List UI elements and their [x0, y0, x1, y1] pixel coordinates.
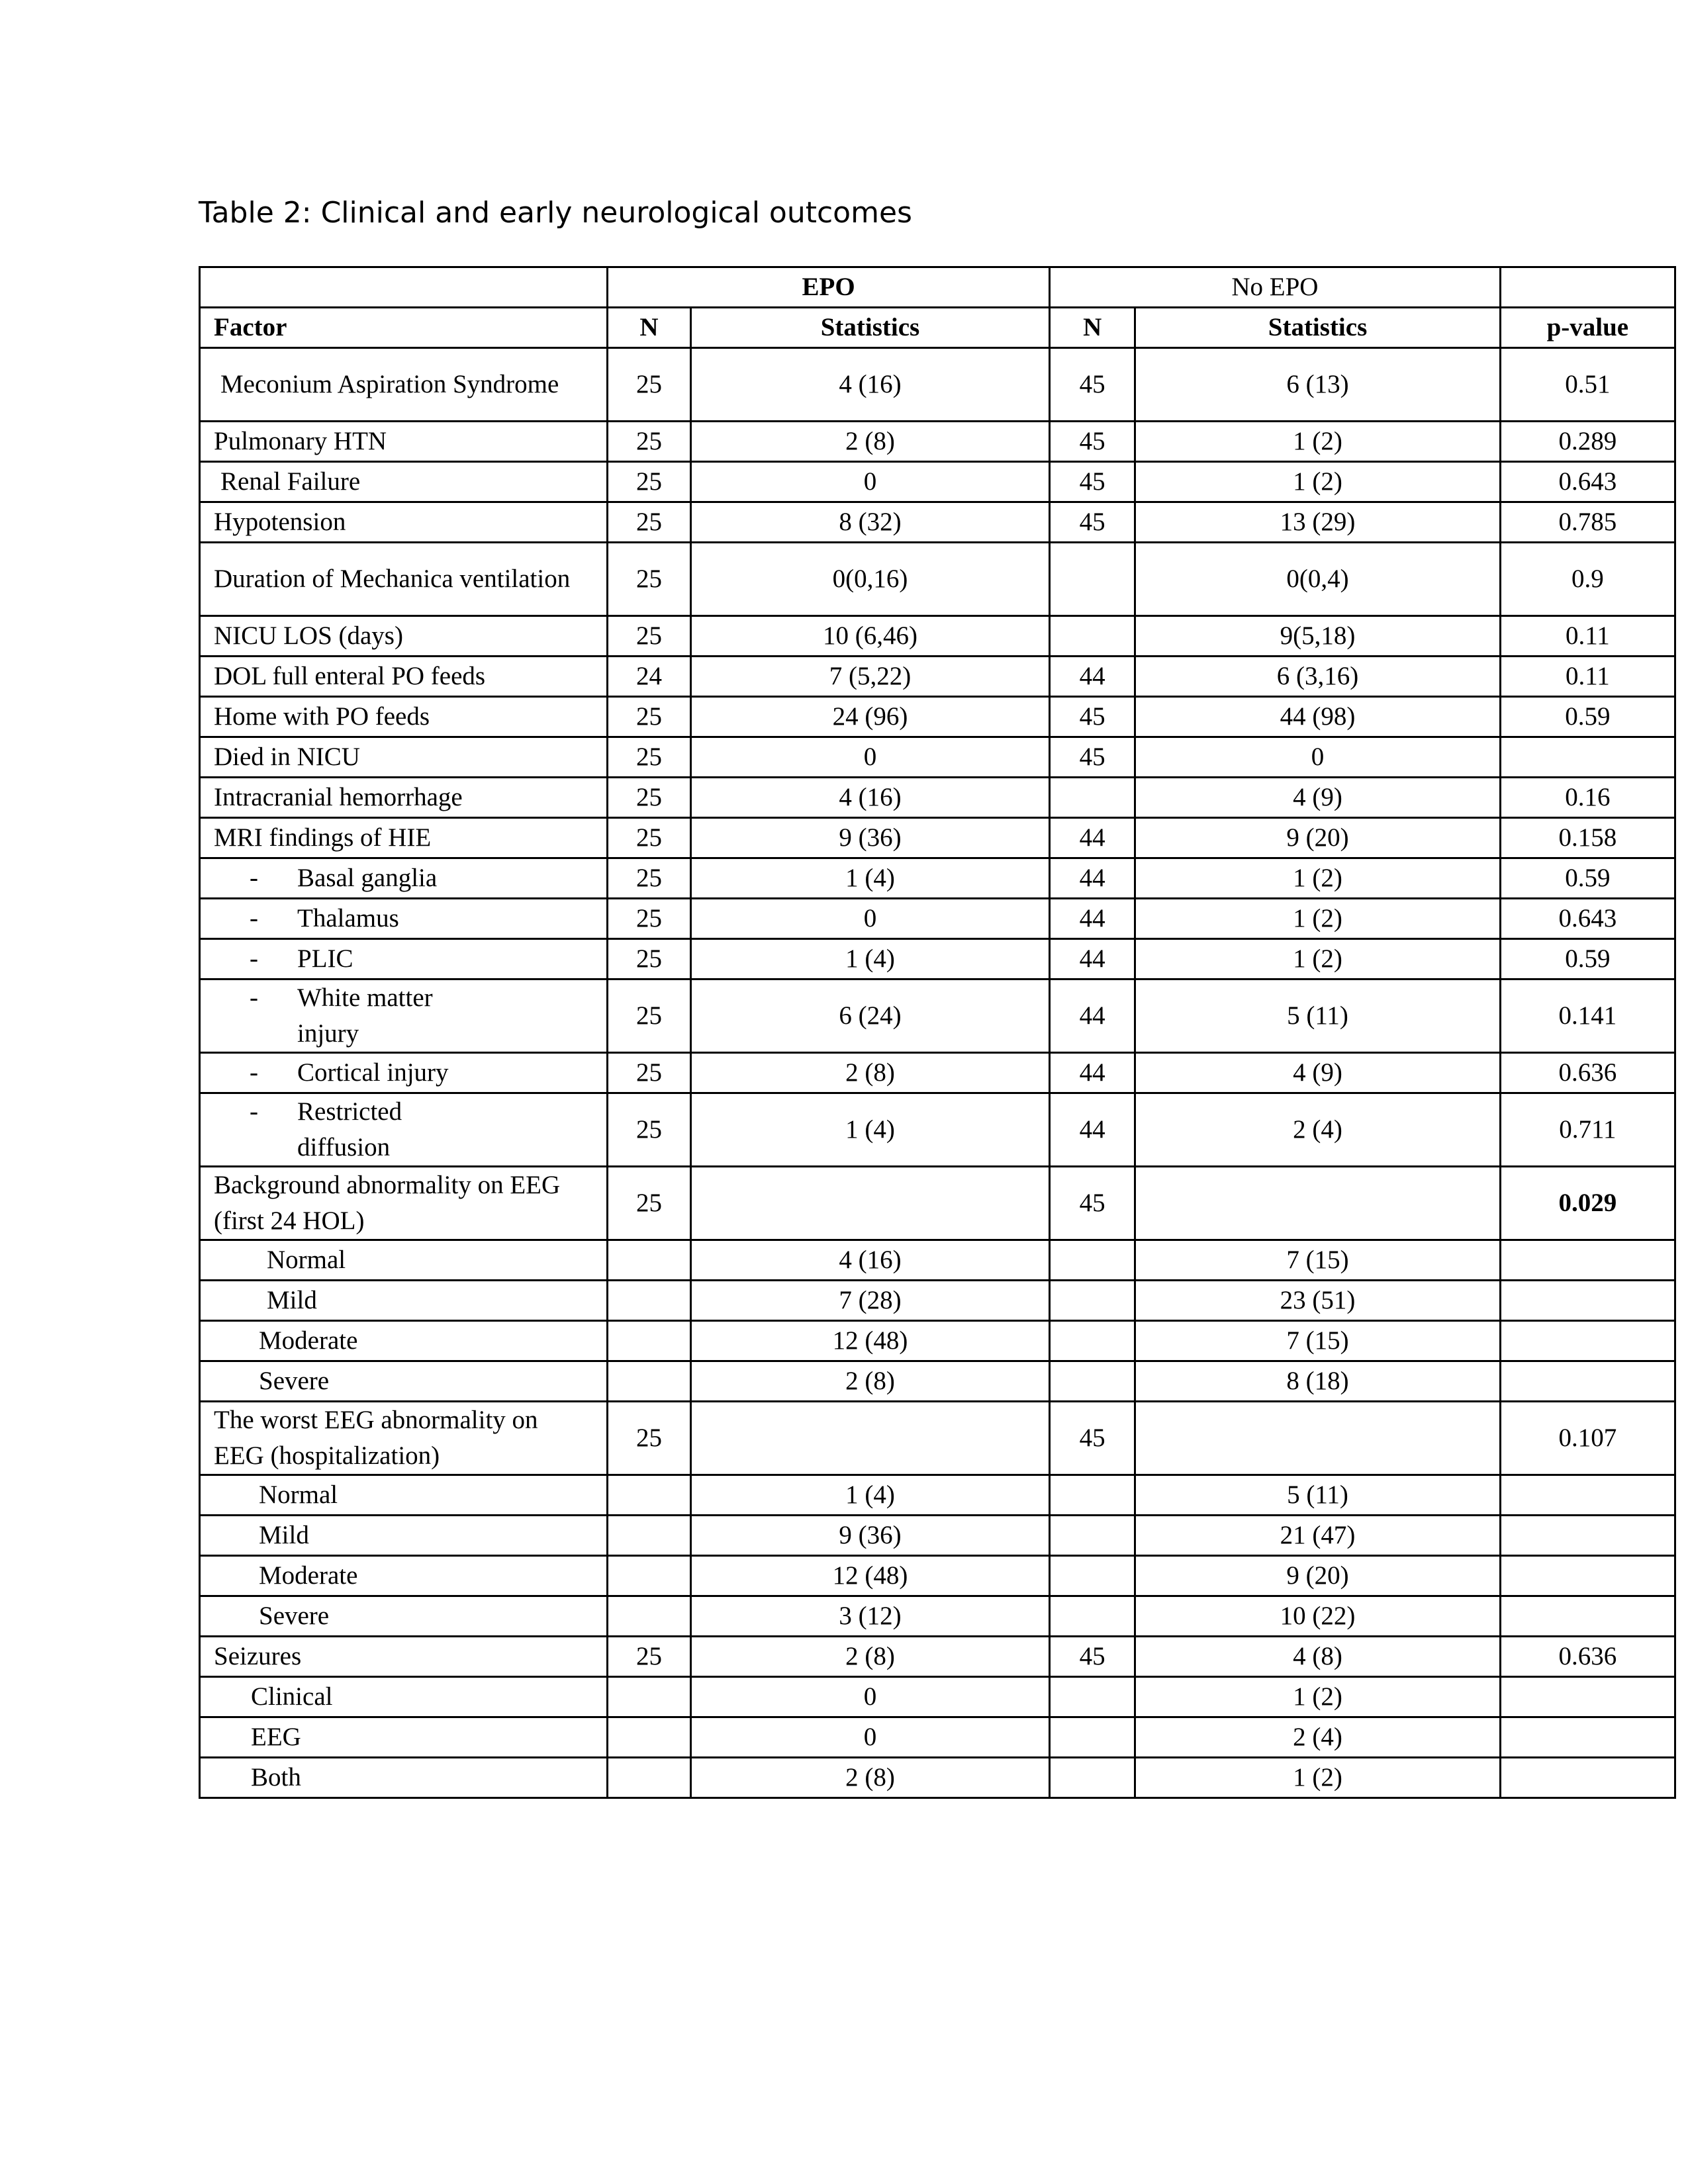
statistics-no-epo-cell: 9 (20) — [1135, 818, 1500, 858]
p-value-cell: 0.59 — [1500, 697, 1675, 737]
n-no-epo-cell: 45 — [1050, 697, 1135, 737]
factor-cell: Severe — [200, 1596, 608, 1637]
statistics-no-epo-cell: 7 (15) — [1135, 1240, 1500, 1281]
table-row — [200, 697, 1675, 737]
n-no-epo-cell: 45 — [1050, 502, 1135, 543]
n-no-epo-cell: 44 — [1050, 979, 1135, 1053]
p-value-cell: 0.711 — [1500, 1093, 1675, 1167]
statistics-epo-cell: 4 (16) — [690, 778, 1049, 818]
factor-cell: Normal — [200, 1240, 608, 1281]
n-no-epo-cell: 45 — [1050, 1167, 1135, 1240]
table-row — [200, 1167, 1675, 1240]
statistics-no-epo-cell: 0 — [1135, 737, 1500, 778]
factor-cell: NICU LOS (days) — [200, 616, 608, 657]
table-row — [200, 1758, 1675, 1798]
table-row — [200, 1596, 1675, 1637]
n-no-epo-cell — [1050, 778, 1135, 818]
blank-cell — [200, 267, 608, 308]
table-row — [200, 1281, 1675, 1321]
p-value-cell — [1500, 1361, 1675, 1402]
statistics-no-epo-cell: 6 (13) — [1135, 348, 1500, 422]
statistics-epo-cell: 9 (36) — [690, 818, 1049, 858]
n-epo-cell — [608, 1475, 691, 1516]
p-value-cell — [1500, 1758, 1675, 1798]
statistics-epo-cell: 2 (8) — [690, 422, 1049, 462]
bullet-dash: - — [250, 944, 258, 973]
statistics-no-epo-cell: 9(5,18) — [1135, 616, 1500, 657]
statistics-epo-cell: 9 (36) — [690, 1516, 1049, 1556]
table-row — [200, 502, 1675, 543]
bullet-dash: - — [250, 983, 258, 1012]
group-no-epo: No EPO — [1050, 267, 1501, 308]
statistics-epo-cell: 0 — [690, 462, 1049, 502]
factor-cell: Moderate — [200, 1556, 608, 1596]
n-epo-cell: 25 — [608, 422, 691, 462]
statistics-no-epo-cell: 8 (18) — [1135, 1361, 1500, 1402]
p-value-cell: 0.59 — [1500, 939, 1675, 979]
p-value-cell: 0.636 — [1500, 1053, 1675, 1093]
factor-cell — [200, 1053, 608, 1093]
factor-cell — [200, 899, 608, 939]
table-row — [200, 858, 1675, 899]
factor-cell: Background abnormality on EEG (first 24 HOL) — [200, 1167, 608, 1240]
table-row — [200, 737, 1675, 778]
statistics-epo-cell: 0 — [690, 899, 1049, 939]
header-n-no-epo: N — [1050, 308, 1135, 348]
factor-cell — [200, 858, 608, 899]
statistics-epo-cell: 0 — [690, 1717, 1049, 1758]
n-no-epo-cell: 44 — [1050, 1093, 1135, 1167]
table-row — [200, 899, 1675, 939]
statistics-no-epo-cell: 1 (2) — [1135, 1677, 1500, 1717]
factor-cell — [200, 939, 608, 979]
statistics-no-epo-cell: 9 (20) — [1135, 1556, 1500, 1596]
statistics-no-epo-cell: 1 (2) — [1135, 899, 1500, 939]
n-no-epo-cell — [1050, 1596, 1135, 1637]
p-value-cell: 0.636 — [1500, 1637, 1675, 1677]
n-epo-cell — [608, 1758, 691, 1798]
factor-label: Cortical injury — [297, 1058, 449, 1087]
statistics-no-epo-cell: 5 (11) — [1135, 1475, 1500, 1516]
p-value-cell — [1500, 1240, 1675, 1281]
table-row — [200, 616, 1675, 657]
group-header-row — [200, 267, 1675, 308]
factor-label: PLIC — [297, 944, 353, 973]
factor-cell: Home with PO feeds — [200, 697, 608, 737]
n-no-epo-cell: 45 — [1050, 737, 1135, 778]
factor-cell: MRI findings of HIE — [200, 818, 608, 858]
factor-cell: Duration of Mechanica ventilation — [200, 543, 608, 616]
n-no-epo-cell — [1050, 1240, 1135, 1281]
n-no-epo-cell: 44 — [1050, 1053, 1135, 1093]
statistics-no-epo-cell: 10 (22) — [1135, 1596, 1500, 1637]
n-epo-cell: 25 — [608, 778, 691, 818]
statistics-no-epo-cell: 1 (2) — [1135, 422, 1500, 462]
factor-cell: EEG — [200, 1717, 608, 1758]
factor-cell: Severe — [200, 1361, 608, 1402]
statistics-no-epo-cell: 1 (2) — [1135, 939, 1500, 979]
n-epo-cell: 25 — [608, 1167, 691, 1240]
statistics-epo-cell: 0 — [690, 737, 1049, 778]
factor-cell: Both — [200, 1758, 608, 1798]
n-epo-cell: 25 — [608, 858, 691, 899]
n-no-epo-cell: 45 — [1050, 348, 1135, 422]
table-row — [200, 1677, 1675, 1717]
table-row — [200, 1516, 1675, 1556]
header-statistics-epo: Statistics — [690, 308, 1049, 348]
factor-cell: DOL full enteral PO feeds — [200, 657, 608, 697]
statistics-no-epo-cell: 6 (3,16) — [1135, 657, 1500, 697]
n-no-epo-cell: 44 — [1050, 939, 1135, 979]
p-value-cell — [1500, 1321, 1675, 1361]
n-epo-cell: 25 — [608, 737, 691, 778]
statistics-no-epo-cell: 1 (2) — [1135, 462, 1500, 502]
p-value-cell — [1500, 1475, 1675, 1516]
n-epo-cell: 25 — [608, 899, 691, 939]
statistics-epo-cell: 8 (32) — [690, 502, 1049, 543]
n-epo-cell: 24 — [608, 657, 691, 697]
statistics-epo-cell — [690, 1167, 1049, 1240]
header-statistics-no-epo: Statistics — [1135, 308, 1500, 348]
n-epo-cell: 25 — [608, 979, 691, 1053]
p-value-cell: 0.289 — [1500, 422, 1675, 462]
p-value-cell — [1500, 1516, 1675, 1556]
factor-cell: Mild — [200, 1516, 608, 1556]
statistics-no-epo-cell: 7 (15) — [1135, 1321, 1500, 1361]
p-value-cell: 0.107 — [1500, 1402, 1675, 1475]
p-value-cell — [1500, 1717, 1675, 1758]
statistics-no-epo-cell: 4 (9) — [1135, 1053, 1500, 1093]
n-no-epo-cell — [1050, 1281, 1135, 1321]
table-row — [200, 1321, 1675, 1361]
table-row — [200, 1240, 1675, 1281]
factor-cell — [200, 1093, 608, 1167]
p-value-cell — [1500, 1677, 1675, 1717]
p-value-cell: 0.785 — [1500, 502, 1675, 543]
factor-label: Restricted diffusion — [297, 1097, 402, 1161]
table-row — [200, 979, 1675, 1053]
n-no-epo-cell: 45 — [1050, 462, 1135, 502]
statistics-no-epo-cell: 1 (2) — [1135, 858, 1500, 899]
p-value-cell — [1500, 1556, 1675, 1596]
table-row — [200, 543, 1675, 616]
p-value-cell: 0.141 — [1500, 979, 1675, 1053]
statistics-epo-cell: 4 (16) — [690, 1240, 1049, 1281]
n-epo-cell — [608, 1516, 691, 1556]
n-no-epo-cell — [1050, 1717, 1135, 1758]
n-epo-cell: 25 — [608, 818, 691, 858]
n-no-epo-cell — [1050, 1758, 1135, 1798]
table-row — [200, 1093, 1675, 1167]
statistics-no-epo-cell: 2 (4) — [1135, 1717, 1500, 1758]
statistics-epo-cell: 1 (4) — [690, 1093, 1049, 1167]
table-row — [200, 818, 1675, 858]
bullet-dash: - — [250, 1097, 258, 1126]
table-caption: Table 2: Clinical and early neurological outcomes — [199, 196, 912, 230]
p-value-cell: 0.029 — [1500, 1167, 1675, 1240]
n-no-epo-cell: 45 — [1050, 422, 1135, 462]
statistics-epo-cell: 3 (12) — [690, 1596, 1049, 1637]
p-value-cell: 0.16 — [1500, 778, 1675, 818]
header-p-value: p-value — [1500, 308, 1675, 348]
statistics-epo-cell: 1 (4) — [690, 858, 1049, 899]
table-row — [200, 348, 1675, 422]
p-value-cell: 0.11 — [1500, 616, 1675, 657]
statistics-epo-cell: 2 (8) — [690, 1361, 1049, 1402]
statistics-epo-cell: 7 (28) — [690, 1281, 1049, 1321]
n-epo-cell — [608, 1717, 691, 1758]
statistics-epo-cell — [690, 1402, 1049, 1475]
p-value-cell: 0.59 — [1500, 858, 1675, 899]
table-row — [200, 1053, 1675, 1093]
n-epo-cell — [608, 1240, 691, 1281]
n-epo-cell: 25 — [608, 939, 691, 979]
table-row — [200, 1556, 1675, 1596]
statistics-epo-cell: 0(0,16) — [690, 543, 1049, 616]
table-row — [200, 1717, 1675, 1758]
n-no-epo-cell: 44 — [1050, 858, 1135, 899]
statistics-epo-cell: 4 (16) — [690, 348, 1049, 422]
statistics-epo-cell: 1 (4) — [690, 939, 1049, 979]
outcomes-table — [199, 266, 1676, 1799]
table-row — [200, 422, 1675, 462]
factor-cell: Intracranial hemorrhage — [200, 778, 608, 818]
statistics-no-epo-cell — [1135, 1402, 1500, 1475]
column-header-row — [200, 308, 1675, 348]
statistics-epo-cell: 1 (4) — [690, 1475, 1049, 1516]
statistics-epo-cell: 10 (6,46) — [690, 616, 1049, 657]
n-epo-cell: 25 — [608, 543, 691, 616]
statistics-epo-cell: 6 (24) — [690, 979, 1049, 1053]
n-no-epo-cell: 44 — [1050, 657, 1135, 697]
p-value-cell: 0.9 — [1500, 543, 1675, 616]
p-value-cell — [1500, 737, 1675, 778]
bullet-dash: - — [250, 864, 258, 892]
n-epo-cell — [608, 1556, 691, 1596]
n-epo-cell: 25 — [608, 616, 691, 657]
n-no-epo-cell — [1050, 1475, 1135, 1516]
n-epo-cell: 25 — [608, 1637, 691, 1677]
factor-cell — [200, 979, 608, 1053]
factor-cell: Hypotension — [200, 502, 608, 543]
n-epo-cell — [608, 1281, 691, 1321]
statistics-no-epo-cell: 13 (29) — [1135, 502, 1500, 543]
p-value-cell: 0.51 — [1500, 348, 1675, 422]
statistics-epo-cell: 12 (48) — [690, 1321, 1049, 1361]
statistics-no-epo-cell: 21 (47) — [1135, 1516, 1500, 1556]
n-epo-cell: 25 — [608, 697, 691, 737]
p-value-cell: 0.158 — [1500, 818, 1675, 858]
factor-label: Thalamus — [297, 904, 399, 933]
n-epo-cell — [608, 1596, 691, 1637]
table-row — [200, 1637, 1675, 1677]
n-no-epo-cell: 44 — [1050, 818, 1135, 858]
n-no-epo-cell: 45 — [1050, 1402, 1135, 1475]
factor-label: Basal ganglia — [297, 864, 438, 892]
factor-cell: Moderate — [200, 1321, 608, 1361]
factor-cell: Mild — [200, 1281, 608, 1321]
statistics-no-epo-cell: 4 (9) — [1135, 778, 1500, 818]
table-row — [200, 1361, 1675, 1402]
n-epo-cell — [608, 1677, 691, 1717]
factor-cell: Died in NICU — [200, 737, 608, 778]
n-no-epo-cell — [1050, 1321, 1135, 1361]
factor-cell: Normal — [200, 1475, 608, 1516]
group-epo: EPO — [608, 267, 1050, 308]
table-row — [200, 462, 1675, 502]
statistics-epo-cell: 24 (96) — [690, 697, 1049, 737]
statistics-no-epo-cell: 5 (11) — [1135, 979, 1500, 1053]
statistics-no-epo-cell: 0(0,4) — [1135, 543, 1500, 616]
table-row — [200, 939, 1675, 979]
n-no-epo-cell — [1050, 1556, 1135, 1596]
p-value-cell — [1500, 1596, 1675, 1637]
factor-cell: Pulmonary HTN — [200, 422, 608, 462]
statistics-epo-cell: 2 (8) — [690, 1053, 1049, 1093]
n-no-epo-cell: 44 — [1050, 899, 1135, 939]
n-epo-cell: 25 — [608, 502, 691, 543]
factor-cell: The worst EEG abnormality on EEG (hospitalization) — [200, 1402, 608, 1475]
table-row — [200, 1402, 1675, 1475]
statistics-no-epo-cell: 23 (51) — [1135, 1281, 1500, 1321]
n-no-epo-cell: 45 — [1050, 1637, 1135, 1677]
n-epo-cell: 25 — [608, 462, 691, 502]
header-n-epo: N — [608, 308, 691, 348]
n-epo-cell: 25 — [608, 1402, 691, 1475]
statistics-no-epo-cell: 44 (98) — [1135, 697, 1500, 737]
statistics-epo-cell: 2 (8) — [690, 1758, 1049, 1798]
statistics-epo-cell: 2 (8) — [690, 1637, 1049, 1677]
blank-cell — [1500, 267, 1675, 308]
factor-label: White matter injury — [297, 983, 433, 1048]
n-no-epo-cell — [1050, 616, 1135, 657]
bullet-dash: - — [250, 904, 258, 933]
p-value-cell: 0.643 — [1500, 899, 1675, 939]
n-no-epo-cell — [1050, 1361, 1135, 1402]
factor-cell: Seizures — [200, 1637, 608, 1677]
statistics-epo-cell: 7 (5,22) — [690, 657, 1049, 697]
n-epo-cell — [608, 1361, 691, 1402]
statistics-epo-cell: 12 (48) — [690, 1556, 1049, 1596]
table-row — [200, 657, 1675, 697]
statistics-no-epo-cell — [1135, 1167, 1500, 1240]
n-epo-cell: 25 — [608, 1093, 691, 1167]
factor-cell: Clinical — [200, 1677, 608, 1717]
statistics-no-epo-cell: 2 (4) — [1135, 1093, 1500, 1167]
factor-cell: Renal Failure — [200, 462, 608, 502]
n-epo-cell: 25 — [608, 348, 691, 422]
n-no-epo-cell — [1050, 1677, 1135, 1717]
n-no-epo-cell — [1050, 1516, 1135, 1556]
p-value-cell: 0.643 — [1500, 462, 1675, 502]
bullet-dash: - — [250, 1058, 258, 1087]
n-epo-cell — [608, 1321, 691, 1361]
statistics-no-epo-cell: 1 (2) — [1135, 1758, 1500, 1798]
n-no-epo-cell — [1050, 543, 1135, 616]
n-epo-cell: 25 — [608, 1053, 691, 1093]
p-value-cell — [1500, 1281, 1675, 1321]
p-value-cell: 0.11 — [1500, 657, 1675, 697]
statistics-epo-cell: 0 — [690, 1677, 1049, 1717]
statistics-no-epo-cell: 4 (8) — [1135, 1637, 1500, 1677]
table-row — [200, 778, 1675, 818]
header-factor: Factor — [200, 308, 608, 348]
table-row — [200, 1475, 1675, 1516]
factor-cell: Meconium Aspiration Syndrome — [200, 348, 608, 422]
